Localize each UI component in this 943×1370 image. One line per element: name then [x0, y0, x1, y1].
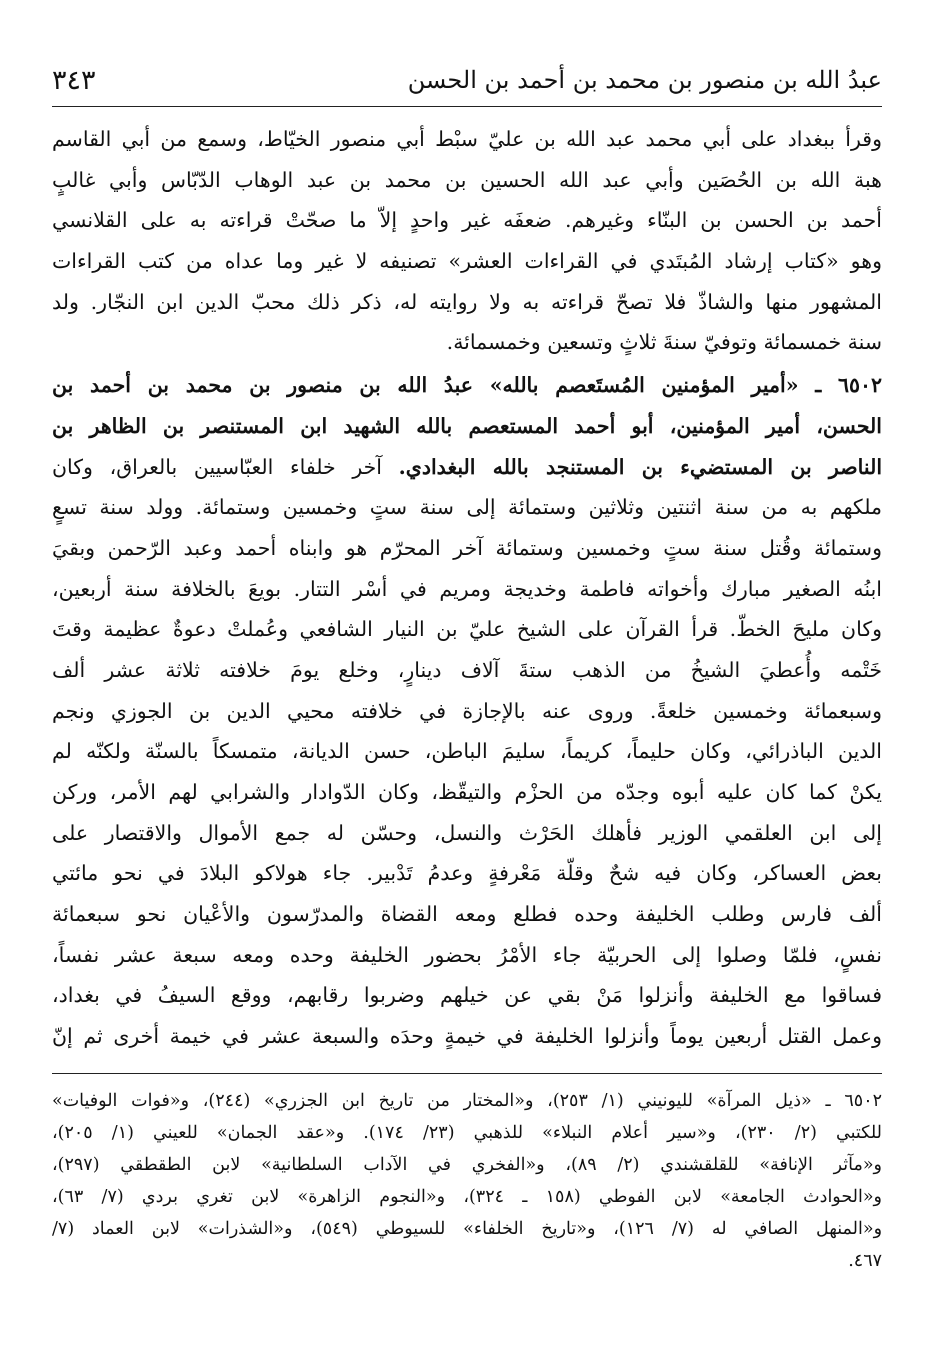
text-line: فساقوا مع الخليفة وأنزلوا مَنْ بقي عن خيلهم وضربوا رقابهم، ووقع السيفُ في بغداد،: [52, 983, 882, 1008]
footnote-line: ٤٦٧.: [848, 1250, 882, 1271]
text-line: نفسٍ، فلمّا وصلوا إلى الحربيّة جاء الأمْرُ بحضور الخليفة وحده ومعه سبعة عشر نفساً،: [52, 942, 882, 967]
text-line: إلى ابن العلقمي الوزير فأهلك الحَرْث والنسل، وحسّن له جمع الأموال والاقتصار على: [52, 820, 882, 845]
text-line: ملكهم به من سنة اثنتين وثلاثين وستمائة إلى سنة ستٍ وخمسين وستمائة. وولد سنة تسعٍ: [52, 495, 882, 520]
text-line: وقرأ ببغداد على أبي محمد عبد الله بن عليّ سبْط أبي منصور الخيّاط، وسمع من أبي القاسم: [52, 127, 882, 151]
book-page: [52, 54, 882, 1354]
page-number: ٣٤٣: [52, 64, 96, 96]
footnote-line: و«الحوادث الجامعة» لابن الفوطي (١٥٨ ـ ٣٢٤)، و«النجوم الزاهرة» لابن تغري بردي (٧/ ٦٣)،: [52, 1186, 882, 1207]
main-text: [52, 119, 882, 1057]
entry-heading-line: ٦٥٠٢ ـ «أمير المؤمنين المُستَعصم بالله» عبدُ الله بن منصور بن محمد بن أحمد بن: [52, 373, 882, 398]
text-line: أحمد بن الحسن بن البنّاء وغيرهم. ضعفَه غير واحدٍ إلاّ ما صحّتْ قراءته به على القلانسي: [52, 208, 882, 233]
text-line: بعض العساكر، وكان فيه شحٌ وقلّة مَعْرفةٍ وعدمُ تَدْبير. جاء هولاكو البلادَ في نحو مائتي: [52, 861, 882, 886]
footnote-line: للكتبي (٢/ ٢٣٠)، و«سير أعلام النبلاء» للذهبي (٢٣/ ١٧٤). و«عقد الجمان» للعيني (١/ ٢٠٥)،: [52, 1122, 882, 1143]
text-line: ألف فارس وطلب الخليفة وحده فطلع ومعه القضاة والمدرّسون والأعْيان نحو سبعمائة: [52, 902, 882, 927]
text-line: وستمائة وقُتل سنة ستٍ وخمسين وستمائة آخر المحرّم هو وابناه أحمد وعبد الرّحمن وبقيَ: [52, 535, 882, 560]
text-line: خَتْمه وأُعطيَ الشيخُ من الذهب ستةَ آلاف دينارٍ، وخلع يومَ خلافته ثلاثة عشر ألف: [52, 657, 882, 682]
text-span: آخر خلفاء العبّاسيين بالعراق، وكان: [52, 454, 399, 479]
text-line: وهو «كتاب إرشاد المُبتَدي في القراءات العشر» تصنيفه لا غير وما عداه من كتب القراءات: [52, 249, 882, 274]
footnote-divider: [52, 1073, 882, 1074]
text-line: وسبعمائة وخمسين خلعةً. وروى عنه بالإجازة في خلافته محيي الدين بن الجوزي ونجم: [52, 698, 882, 723]
text-line: الدين الباذرائي، وكان حليماً، كريماً، سليمَ الباطن، حسن الديانة، متمسكاً بالسنّة ولكنّه لم: [52, 739, 882, 764]
text-line: وعمل القتل أربعين يوماً وأنزلوا الخليفة في خيمةٍ وحدَه والسبعة عشر في خيمة أخرى ثم إنّ: [52, 1024, 882, 1049]
text-line: المشهور منها والشاذّ فلا تصحّ قراءته به ولا روايته له، ذكر ذلك محبّ الدين ابن النجّار. ولد: [52, 289, 882, 314]
text-line: وكان مليحَ الخطّ. قرأ القرآن على الشيخ عليّ بن النيار الشافعي وعُملتْ دعوةٌ عظيمة وقتَ: [52, 617, 882, 642]
text-line: ابنُه الصغير مبارك وأخواته فاطمة وخديجة ومريم في أسْر التتار. بويعَ بالخلافة سنة أربعين،: [52, 576, 882, 601]
footnote-line: و«مآثر الإنافة» للقلقشندي (٢/ ٨٩)، و«الفخري في الآداب السلطانية» لابن الطقطقي (٢٩٧)،: [52, 1154, 882, 1175]
entry-heading-end: الناصر بن المستضيء بن المستنجد بالله البغدادي.: [398, 454, 882, 479]
footnote-line: و«المنهل الصافي له (٧/ ١٢٦)، و«تاريخ الخلفاء» للسيوطي (٥٤٩)، و«الشذرات» لابن العماد (٧/: [52, 1218, 882, 1239]
text-line: سنة خمسمائة وتوفيّ سنةَ ثلاثٍ وتسعين وخمسمائة.: [446, 330, 882, 355]
text-line: هبة الله بن الحُصَين وأبي عبد الله الحسين بن محمد بن عبد الوهاب الدّبّاس وأبي غالبٍ: [52, 167, 882, 192]
entry-heading-line: الحسن، أمير المؤمنين، أبو أحمد المستعصم بالله الشهيد ابن المستنصر بن الظاهر بن: [52, 413, 882, 438]
page-header: [52, 54, 882, 107]
footnotes: [52, 1086, 882, 1278]
text-line: [52, 447, 882, 488]
running-title: عبدُ الله بن منصور بن محمد بن أحمد بن الحسن: [407, 66, 882, 94]
text-line: يكنْ كما كان عليه أبوه وجدّه من الحزْم والتيقّظ، وكان الدّوادار والشرابي لهم الأمر، وركن: [52, 780, 882, 804]
footnote-line: ٦٥٠٢ ـ «ذيل المرآة» لليونيني (١/ ٢٥٣)، و«المختار من تاريخ ابن الجزري» (٢٤٤)، و«فوات الوفيات»: [52, 1090, 882, 1111]
